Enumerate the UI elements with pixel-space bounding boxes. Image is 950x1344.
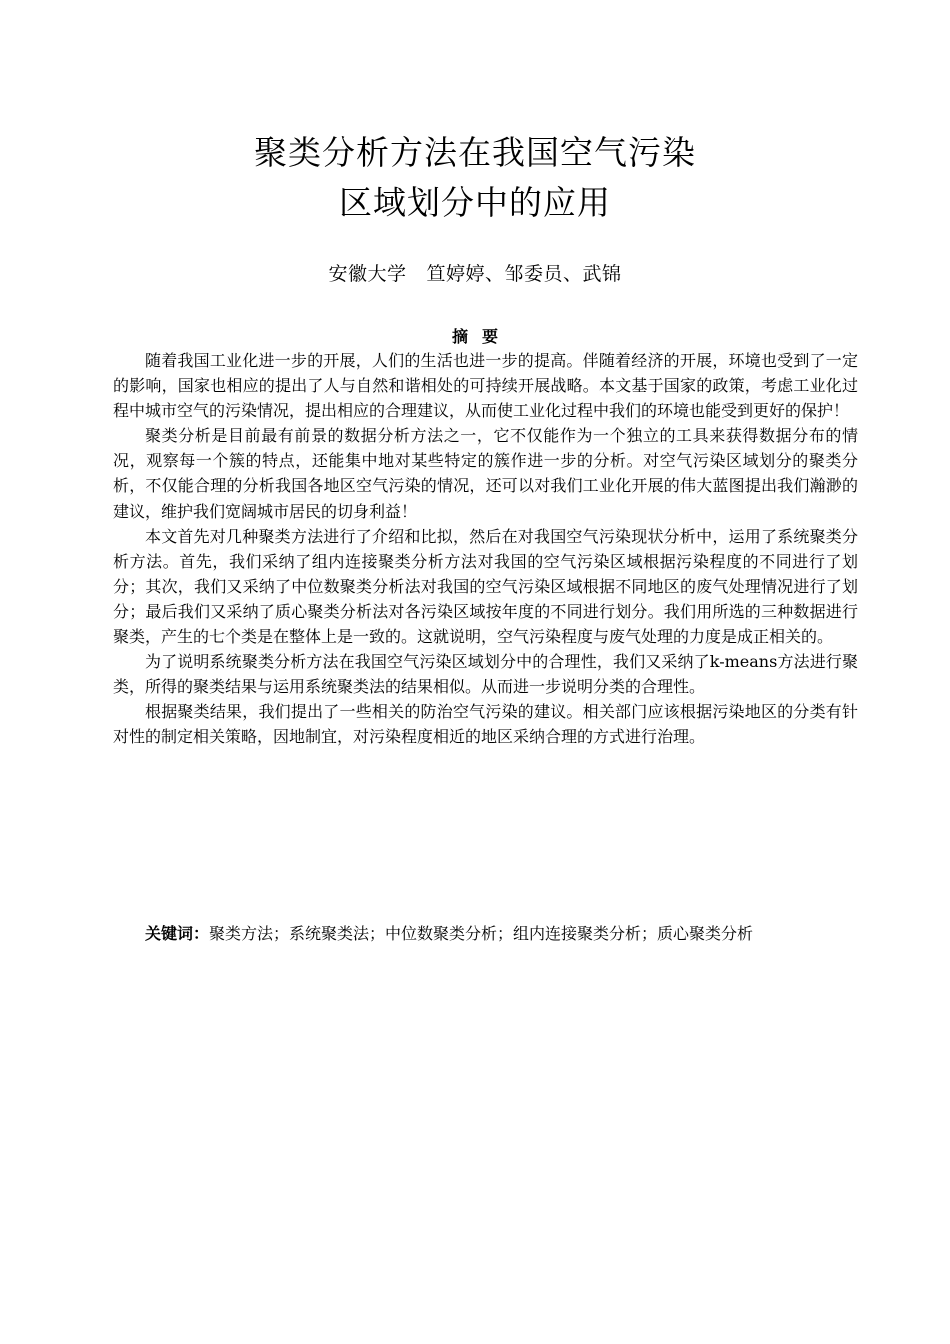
author-line — [0, 260, 950, 288]
author-names: 笪婷婷、邹委员、武锦 — [426, 263, 622, 285]
keywords-label: 关键词： — [145, 924, 210, 943]
abstract-paragraph: 聚类分析是目前最有前景的数据分析方法之一，它不仅能作为一个独立的工具来获得数据分布的情况，观察每一个簇的特点，还能集中地对某些特定的簇作进一步的分析。对空气污染区域划分的聚类分析，不仅能合理的分析我国各地区空气污染的情况，还可以对我们工业化开展的伟大蓝图提出我们瀚渺的建议，维护我们宽阔城市居民的切身利益！ — [113, 426, 858, 521]
keywords-text: 聚类方法；系统聚类法；中位数聚类分析；组内连接聚类分析；质心聚类分析 — [209, 924, 754, 943]
abstract-paragraph: 本文首先对几种聚类方法进行了介绍和比拟，然后在对我国空气污染现状分析中，运用了系统聚类分析方法。首先，我们采纳了组内连接聚类分析方法对我国的空气污染区域根据污染程度的不同进行了划分；其次，我们又采纳了中位数聚类分析法对我国的空气污染区域根据不同地区的废气处理情况进行了划分；最后我们又采纳了质心聚类分析法对各污染区域按年度的不同进行划分。我们用所选的三种数据进行聚类，产生的七个类是在整体上是一致的。这就说明，空气污染程度与废气处理的力度是成正相关的。 — [113, 526, 858, 647]
abstract-paragraph: 为了说明系统聚类分析方法在我国空气污染区域划分中的合理性，我们又采纳了k-means方法进行聚类，所得的聚类结果与运用系统聚类法的结果相似。从而进一步说明分类的合理性。 — [113, 652, 858, 697]
paper-title-line-1: 聚类分析方法在我国空气污染 — [254, 133, 696, 172]
keywords — [113, 921, 783, 946]
affiliation: 安徽大学 — [328, 263, 407, 285]
abstract-paragraph: 随着我国工业化进一步的开展，人们的生活也进一步的提高。伴随着经济的开展，环境也受到了一定的影响，国家也相应的提出了人与自然和谐相处的可持续开展战略。本文基于国家的政策，考虑工业化过程中城市空气的污染情况，提出相应的合理建议，从而使工业化过程中我们的环境也能受到更好的保护！ — [113, 351, 858, 421]
abstract-heading: 摘要 — [451, 327, 512, 346]
abstract-paragraph: 根据聚类结果，我们提出了一些相关的防治空气污染的建议。相关部门应该根据污染地区的分类有针对性的制定相关策略，因地制宜，对污染程度相近的地区采纳合理的方式进行治理。 — [113, 702, 858, 747]
paper-title-line-2: 区域划分中的应用 — [339, 183, 611, 222]
abstract-body — [113, 348, 858, 750]
